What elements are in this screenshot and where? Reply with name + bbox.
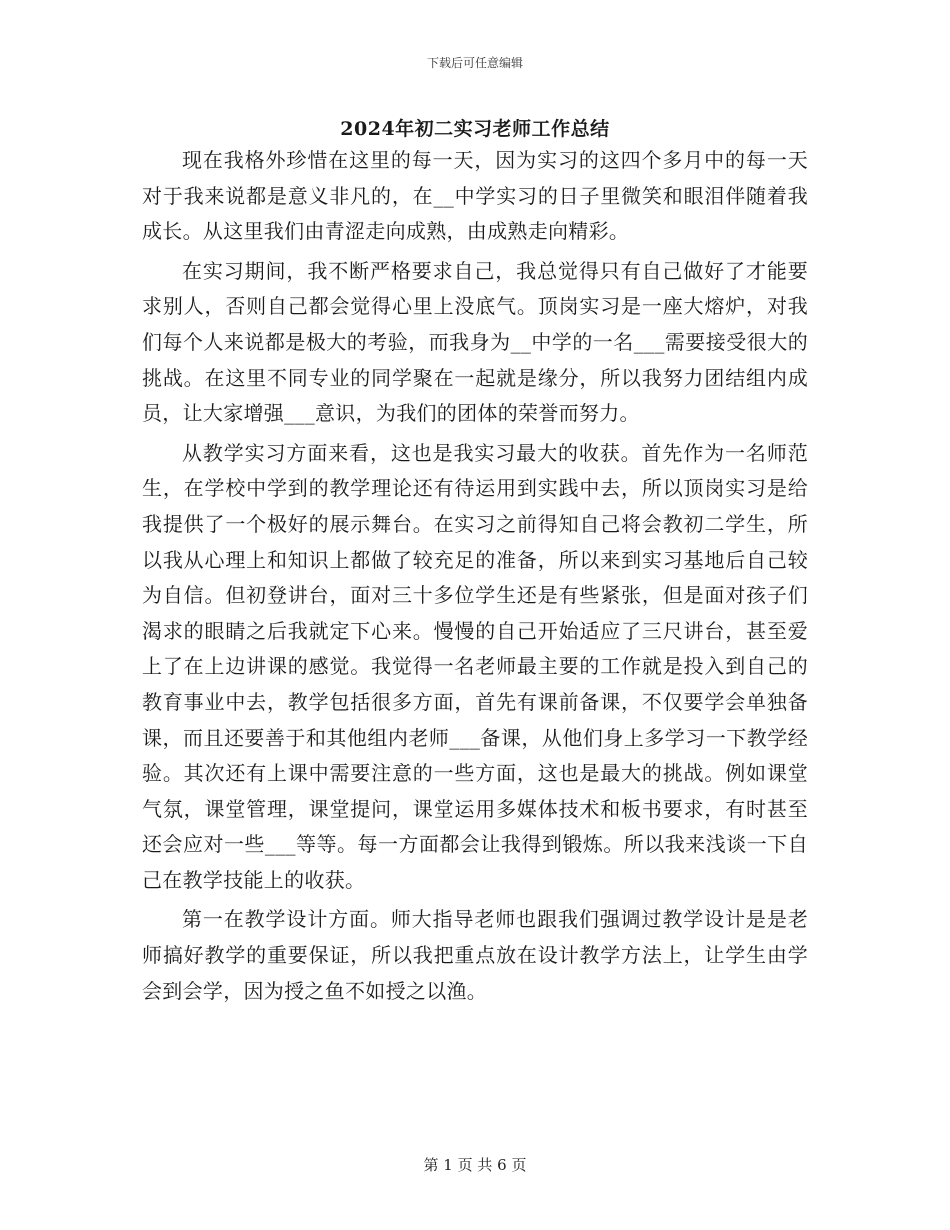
header-note: 下载后可任意编辑 xyxy=(426,56,523,70)
paragraph-4: 第一在教学设计方面。师大指导老师也跟我们强调过教学设计是是老师搞好教学的重要保证，所以我把重点放在设计教学方法上，让学生由学会到会学，因为授之鱼不如授之以渔。 xyxy=(142,907,808,1003)
document-title: 2024年初二实习老师工作总结 xyxy=(340,118,610,140)
paragraph-1: 现在我格外珍惜在这里的每一天，因为实习的这四个多月中的每一天对于我来说都是意义非凡的，在__中学实习的日子里微笑和眼泪伴随着我成长。从这里我们由青涩走向成熟，由成熟走向精彩。 xyxy=(142,148,808,244)
paragraph-3: 从教学实习方面来看，这也是我实习最大的收获。首先作为一名师范生，在学校中学到的教学理论还有待运用到实践中去，所以顶岗实习是给我提供了一个极好的展示舞台。在实习之前得知自己将会教初二学生，所以我从心理上和知识上都做了较充足的准备，所以来到实习基地后自己较为自信。但初登讲台，面对三十多位学生还是有些紧张，但是面对孩子们渴求的眼睛之后我就定下心来。慢慢的自己开始适应了三尺讲台，甚至爱上了在上边讲课的感觉。我觉得一名老师最主要的工作就是投入到自己的教育事业中去，教学包括很多方面，首先有课前备课，不仅要学会单独备课，而且还要善于和其他组内老师___备课，从他们身上多学习一下教学经验。其次还有上课中需要注意的一些方面，这也是最大的挑战。例如课堂气氛，课堂管理，课堂提问，课堂运用多媒体技术和板书要求，有时甚至还会应对一些___等等。每一方面都会让我得到锻炼。所以我来浅谈一下自己在教学技能上的收获。 xyxy=(142,440,808,892)
document-body xyxy=(142,143,808,1009)
page-number: 第 1 页 共 6 页 xyxy=(423,1156,527,1174)
paragraph-2: 在实习期间，我不断严格要求自己，我总觉得只有自己做好了才能要求别人，否则自己都会觉得心里上没底气。顶岗实习是一座大熔炉，对我们每个人来说都是极大的考验，而我身为__中学的一名___需要接受很大的挑战。在这里不同专业的同学聚在一起就是缘分，所以我努力团结组内成员，让大家增强___意识，为我们的团体的荣誉而努力。 xyxy=(142,258,808,426)
